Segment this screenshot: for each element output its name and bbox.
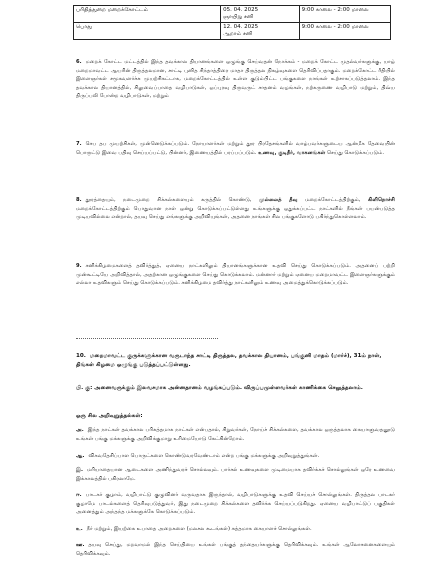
paragraph-7 xyxy=(76,140,395,157)
note-marker: ஊ. xyxy=(76,542,85,548)
advice-title: ஒரு சில அறிவுறுத்தல்கள்: xyxy=(76,413,143,419)
paragraph-bold-text-2: கிளிநொச்சி xyxy=(368,197,395,203)
note-marker: அ. xyxy=(76,427,84,433)
day-text: ஞாயிறு சனி xyxy=(223,14,254,20)
note-text: நீர் மற்றும், இயற்கை உபாதை அறைகளை (மலசல கூடங்கள்) சுத்தமாக கையாளச் சொல்லுங்கள். xyxy=(86,526,312,532)
paragraph-text: தூரத்தையும், நடைமுறை சிக்கல்களையும் கருத்தில் கொண்டு, xyxy=(85,197,252,203)
date-cell xyxy=(221,6,300,23)
paragraph-number: 8. xyxy=(76,197,82,203)
note-text: தயவு செய்து, மறவாமல் இந்த செய்தியை உங்கள் பங்குத் தந்தையர்களுக்கு தெரிவிக்கவும். உங்கள் ஆலோசனைகளையும் தெரிவிக்கவும். xyxy=(76,542,395,557)
note-item xyxy=(76,491,395,517)
paragraph-text: மறைக் கோட்ட மட்டத்தில் இந்த தவக்கால தியானங்களை ஒழுங்கு செய்வதன் நோக்கம் - மறைக் கோட்ட முதல்வர்களுக்கு, யாழ் மறைமாவட்ட ஆயரின் திருத்தலமான, சாட்டி புனித சிந்தாத்திரை மாதா திருத்தல நிகழ்வுகளை தெரிவிப்பதாகும். மறைக்கோட்ட ரீதியில் இளைஞர்கள் சமூகவளர்ச்சு முயற்சிகட்டாக, மறைக்கோட்டத்தில் உள்ள குடும்பிட்ட பங்குகளை நாங்கள் உற்சாகப்படுத்தலாம். இந்த தவக்கால தியானத்தில், சிலுவைப்பாதை வழிபாடுகள், ஒப்புரவு திருவருட் சாதனம் வழங்கள், நற்கருணை வழிபாடு மற்றும், திவ்ய திருப்பலி போன்ற வழிபாடுகள், மற்றும் xyxy=(76,59,395,100)
note-item xyxy=(76,541,395,558)
note-text: இந்த நாட்கள் தவக்கால பரிசுத்தமாக நாட்கள் என்பதால், சிறுவர்கள், நோய்ச் சிக்கல்களை, தவக்கால ஒருத்தலாக கையாளுவதனூடு உங்கள் பங்கு மக்களுக்கு அறிவிக்குமாறு உரிமையோடு கேட்கின்றோம். xyxy=(76,427,395,442)
day-text: ஆறாம் சனி xyxy=(223,31,253,37)
time-cell: 9:00 காலை - 2:00 மாலை xyxy=(299,6,390,23)
time-cell: 9:00 காலை - 2:00 மாலை xyxy=(299,23,390,40)
paragraph-mid-text: மறைக்கோட்டத்திற்கும், xyxy=(305,197,361,203)
table-row xyxy=(74,6,391,23)
note-text: பாடகர் குழாம், வழிபாட்டு குழுவினர் வருவதாக இருந்தால், வழிபாடுகளுக்கு உதவி செய்யச் சொல்லுங்கள். திருத்தல பாடகர் குழாமே பாடல்களைத் தெரிவுபடுத்துவர், இது நடைமுறை சிக்கல்களை தவிர்க்க செய்யப்படுகிறது. ஏனைய வழிபாட்டுப் பகுதிகள் அனைத்தும் அந்தந்த மக்களுக்கே கொடுக்கப்படும். xyxy=(76,492,395,516)
paragraph-number: 7. xyxy=(76,141,82,147)
date-text: 05. 04. 2025 xyxy=(223,7,259,13)
schedule-table xyxy=(73,5,391,40)
section-heading xyxy=(76,352,395,369)
note-text: விசுவதேசிப்பாள பொருட்களை கொண்டுவரவேண்டாம் என்ற பங்கு மக்களுக்கு அறிவுறுத்துங்கள். xyxy=(88,453,320,459)
note-marker: ஈ. xyxy=(76,492,82,498)
note-item xyxy=(76,452,395,461)
note-item xyxy=(76,466,395,483)
section-subnote: பி. கு: அனைவருக்கும் இலவசமாக அன்னதானம் வழங்கப்படும். விருப்பமுள்ளவர்கள் காணிக்கை செலுத்தலாம். xyxy=(76,385,363,391)
paragraph-9 xyxy=(76,262,395,288)
table-row xyxy=(74,23,391,40)
note-item xyxy=(76,426,395,443)
region-cell: பொது xyxy=(74,23,221,40)
paragraph-tail-text: செய்து கொடுக்கப்படும். xyxy=(326,149,384,156)
section-number: 10. xyxy=(76,353,86,359)
section-heading-text: மறைமாவட்ட குருக்களுக்கான வருடாந்த சாட்டி திருத்தல, தவக்கால தியானம், பங்குனி மாதம் (மார்ச்), 31ம் நாள், திங்கள் கிழமை ஒழுங்கு படுத்தப்பட்டுள்ளது. xyxy=(76,353,382,368)
paragraph-tail-text: மறைக்கோட்டத்திற்கும் பொதுவான நாள் ஒன்று கொடுக்கப்பட்டுள்ளது உங்களுக்கு ஒதுக்கப்பட்ட நாட்களில் நீங்கள் பயன்படுத்த முடியவில்லை என்றால், தயவு செய்து எங்களுக்கு அறிவியுங்கள், அதனை நாங்கள் சில பங்குகளோடு பகிர்ந்துகொள்ளலாம். xyxy=(76,205,395,221)
paragraph-8 xyxy=(76,196,395,222)
note-text: மரியாதையான ஆடைகளை அணிந்துவரச் சொல்லவும். பார்சல் உணவுகளை முடிமையாக தவிர்க்கச் சொல்லுங்கள் ஒரே உணவை இக்காலத்தில் பகிரலாமே. xyxy=(76,467,395,482)
divider xyxy=(76,338,218,339)
paragraph-bold-text: உணவு, குடிநீர், வாகனங்கள் xyxy=(258,149,326,156)
region-cell: பரிதித்துறை மறைக்கோட்டம் xyxy=(74,6,221,23)
note-marker: உ. xyxy=(76,526,83,532)
paragraph-number: 9. xyxy=(76,263,82,269)
note-item xyxy=(76,525,395,534)
note-marker: ஆ. xyxy=(76,453,85,459)
date-cell xyxy=(221,23,300,40)
note-marker: இ. xyxy=(76,467,84,473)
paragraph-number: 6. xyxy=(76,59,82,65)
paragraph-6 xyxy=(76,58,395,101)
paragraph-text: சனிக்கிழமைகளைத் தவிர்த்துத், ஏனைய நாட்களிலும் தியானங்களுக்கான உதவி செய்து கொடுக்கப்படும். அதனைப் பற்றி முன்கூட்டியே அறிவித்தால், அதற்கான ஒழுங்குகளை செய்து கொடுக்கலாம். மன்னார் மற்றும் ஏனைய மறைமாவட்ட இளைஞர்களுக்கும் எல்லா உதவிகளும் செய்து கொடுக்கப்படும். சனிக்கிழமை தவிர்த்து நாட்களிலும் உணவு அமைத்துக்கொடுக்கப்படும். xyxy=(76,263,395,287)
paragraph-text: செப தப முயற்சிகள், முன்னெடுக்கப்படும். நோயாளர்கள் மற்றும் தூர பிரதேசங்களில் வாழ்பவர்களுடைய ஆன்மீக தேவையின் பொருட்டு இவை பதிவு செய்யப்பட்டு, பின்னர், இணையத்தில் பரப்பப்படும். xyxy=(76,141,395,156)
paragraph-bold-text: முல்லைத் தீவு xyxy=(259,197,298,203)
date-text: 12. 04. 2025 xyxy=(223,24,259,30)
